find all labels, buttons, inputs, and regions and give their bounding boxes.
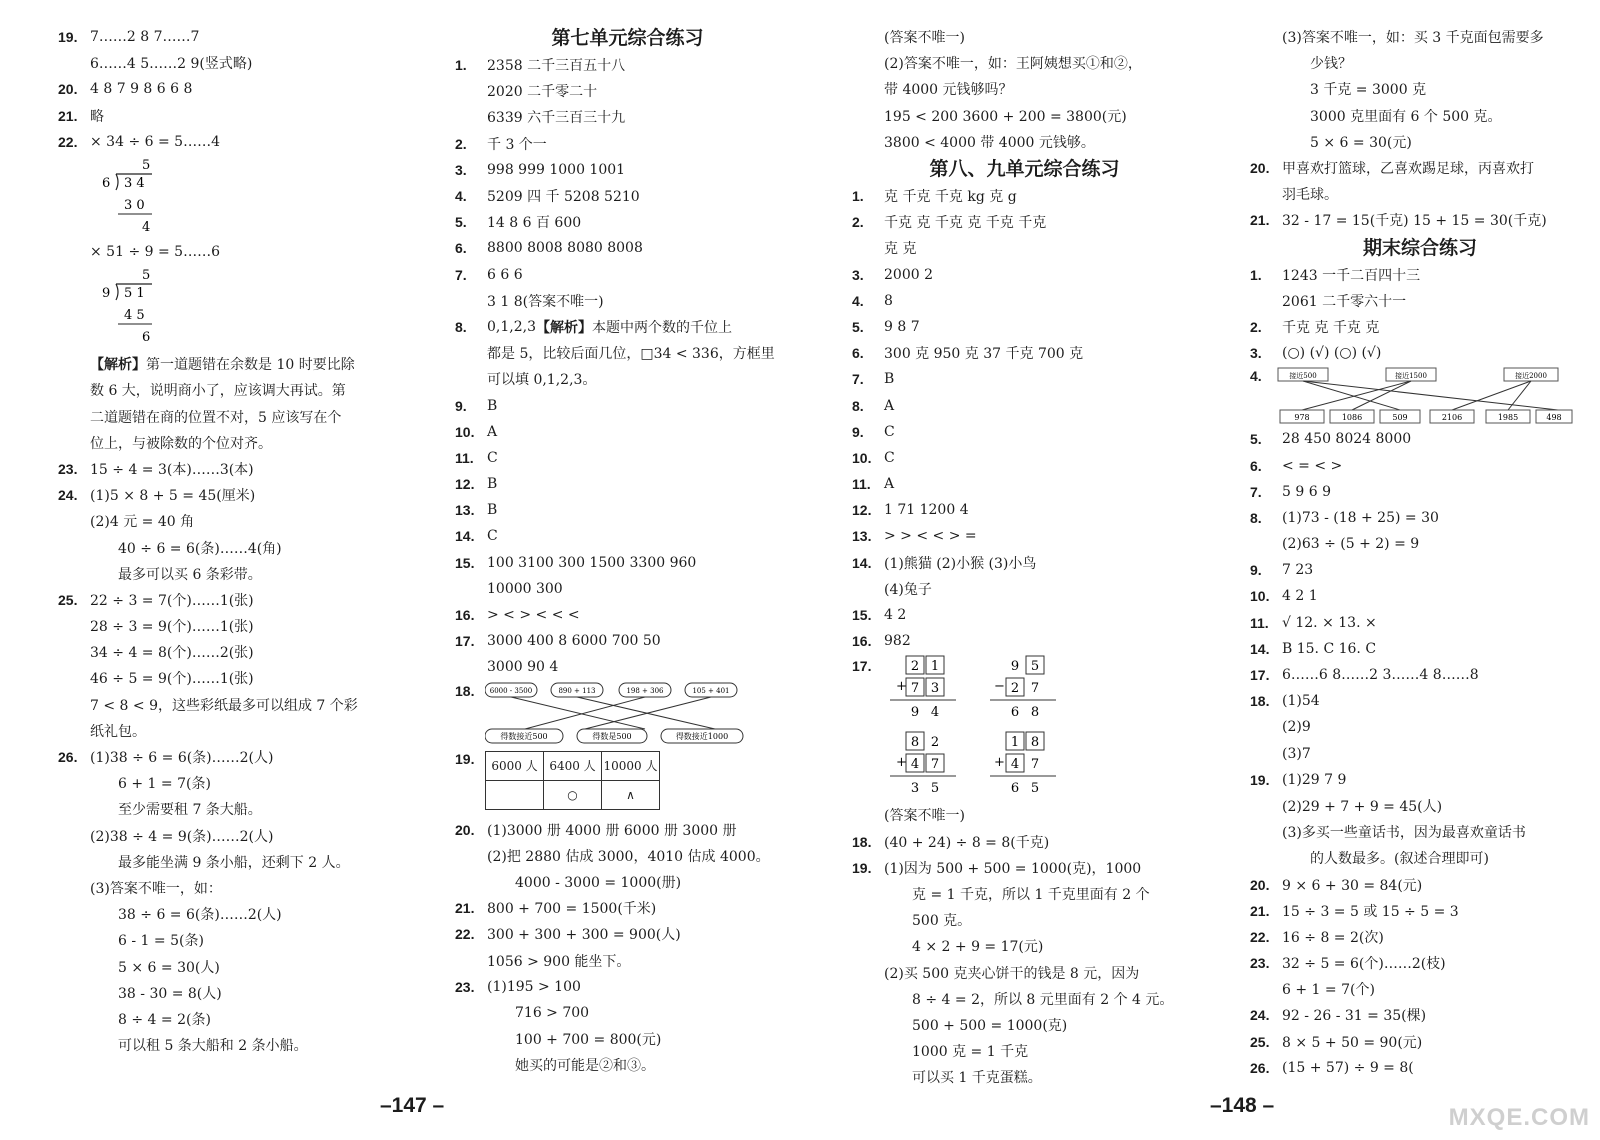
answer-line: 2. 千克 克 千克 克 bbox=[1250, 318, 1380, 336]
answer-line: 5 × 6 = 30(元) bbox=[1310, 134, 1412, 151]
matching-figure-18-svg bbox=[485, 681, 785, 749]
answer-line: 2061 二千零六十一 bbox=[1282, 293, 1407, 310]
match-line bbox=[1352, 381, 1411, 410]
match-label: 1985 bbox=[1497, 413, 1519, 423]
long-division-1 bbox=[58, 155, 403, 239]
answer-line: 28 ÷ 3 = 9(个)……1(张) bbox=[90, 619, 254, 636]
table-cell: 6000 人 bbox=[486, 751, 544, 780]
answer-line: 10. A bbox=[455, 423, 498, 440]
answer-line: 10000 300 bbox=[487, 580, 563, 597]
answer-line: 的人数最多。(叙述合理即可) bbox=[1310, 851, 1489, 868]
answer-line: 8. A bbox=[852, 397, 895, 414]
answer-line: 46 ÷ 5 = 9(个)……1(张) bbox=[90, 671, 254, 688]
answer-line: 4 × 2 + 9 = 17(元) bbox=[912, 939, 1044, 956]
answer-line: 8. (1)73 - (18 + 25) = 30 bbox=[1250, 509, 1439, 526]
answer-line: 【解析】 第一道题错在余数是 10 时要比除 bbox=[90, 357, 355, 374]
answer-line: 6 + 1 = 7(条) bbox=[118, 776, 211, 793]
answer-line: (答案不唯一) bbox=[884, 808, 965, 825]
answer-line: 21. 15 ÷ 3 = 5 或 15 ÷ 5 = 3 bbox=[1250, 902, 1459, 920]
digit: 4 bbox=[930, 705, 940, 721]
answer-line: 17. 3000 400 8 6000 700 50 bbox=[455, 633, 661, 650]
section-heading-unit7: 第七单元综合练习 bbox=[551, 27, 704, 49]
answer-line: 16. > < > < < < bbox=[455, 607, 580, 624]
answer-line: 26. (1)38 ÷ 6 = 6(条)……2(人) bbox=[58, 749, 274, 767]
answer-line: 最多可以买 6 条彩带。 bbox=[118, 566, 262, 583]
answer-line: 24. (1)5 × 8 + 5 = 45(厘米) bbox=[58, 487, 256, 505]
answer-line: 羽毛球。 bbox=[1282, 187, 1338, 204]
answer-line: (2)买 500 克夹心饼干的钱是 8 元，因为 bbox=[884, 965, 1140, 982]
answer-line: 5. 14 8 6 百 600 bbox=[455, 214, 582, 232]
answer-line: 1000 克 = 1 千克 bbox=[912, 1044, 1029, 1061]
answer-line: 20. (1)3000 册 4000 册 6000 册 3000 册 bbox=[455, 821, 737, 839]
answer-line: 3. 2000 2 bbox=[852, 266, 933, 283]
division-product: 3 0 bbox=[124, 197, 145, 213]
answer-line: 位上，与被除数的个位对齐。 bbox=[90, 435, 272, 452]
answer-line: 9. B bbox=[455, 397, 498, 414]
page-number-right: –148 – bbox=[1210, 1094, 1275, 1117]
answer-line: (2)63 ÷ (5 + 2) = 9 bbox=[1282, 536, 1420, 553]
answer-line: 7. 5 9 6 9 bbox=[1250, 483, 1331, 500]
column-3 bbox=[852, 24, 1197, 1090]
table-cell: 10000 人 bbox=[602, 751, 660, 780]
digit: 7 bbox=[930, 757, 940, 773]
answer-line: (3)7 bbox=[1282, 745, 1311, 762]
digit: 7 bbox=[910, 681, 920, 697]
answer-line: 2. 千克 克 千克 克 千克 千克 bbox=[852, 214, 1047, 232]
section-heading-final: 期末综合练习 bbox=[1362, 236, 1477, 259]
table-cell bbox=[486, 780, 544, 809]
answer-line: 100 + 700 = 800(元) bbox=[515, 1032, 662, 1049]
answer-line: 5. 9 8 7 bbox=[852, 318, 920, 335]
answer-line: 4000 - 3000 = 1000(册) bbox=[515, 874, 682, 891]
answer-line: (2)答案不唯一，如：王阿姨想买①和②， bbox=[884, 56, 1142, 73]
answer-line: 18. (40 + 24) ÷ 8 = 8(千克) bbox=[852, 833, 1050, 851]
table-19-grid bbox=[485, 751, 660, 810]
match-label: 得数接近500 bbox=[500, 731, 548, 741]
answer-line: 3000 90 4 bbox=[487, 659, 559, 676]
digit: 6 bbox=[1010, 705, 1020, 721]
answer-line: 克 = 1 千克，所以 1 千克里面有 2 个 bbox=[912, 886, 1150, 903]
digit: 5 bbox=[1030, 659, 1040, 675]
division-quotient: 5 bbox=[142, 157, 151, 173]
answer-line: 可以租 5 条大船和 2 条小船。 bbox=[118, 1038, 308, 1055]
table-cell: 6400 人 bbox=[544, 751, 602, 780]
answer-line: 19. (1)29 7 9 bbox=[1250, 771, 1347, 788]
match-label: 得数是500 bbox=[592, 731, 632, 741]
operator: − bbox=[994, 679, 1005, 695]
answer-line: 6 + 1 = 7(个) bbox=[1282, 982, 1375, 999]
answer-line: 可以买 1 千克蛋糕。 bbox=[912, 1070, 1042, 1087]
answer-line: 3800 < 4000 带 4000 元钱够。 bbox=[884, 134, 1095, 151]
division-remainder: 6 bbox=[142, 330, 151, 346]
match-label: 509 bbox=[1392, 413, 1408, 423]
operator: + bbox=[896, 755, 907, 771]
answer-line: 14. (1)熊猫 (2)小猴 (3)小鸟 bbox=[852, 554, 1037, 572]
column-2 bbox=[455, 24, 800, 1078]
long-division-2 bbox=[58, 265, 403, 351]
answer-line: 20. 甲喜欢打篮球，乙喜欢踢足球，丙喜欢打 bbox=[1250, 160, 1534, 178]
digit: 4 bbox=[1010, 757, 1020, 773]
match-label: 接近1500 bbox=[1395, 372, 1427, 381]
answer-line: (2)把 2880 估成 3000，4010 估成 4000。 bbox=[487, 848, 770, 865]
answer-line: 可以填 0,1,2,3。 bbox=[487, 372, 597, 389]
answer-line: 14. B 15. C 16. C bbox=[1250, 640, 1377, 657]
answer-line: (4)兔子 bbox=[884, 581, 932, 598]
answer-line: 6……4 5……2 9(竖式略) bbox=[90, 56, 253, 73]
digit: 7 bbox=[1030, 757, 1040, 773]
answer-line: 22. 16 ÷ 8 = 2(次) bbox=[1250, 928, 1384, 946]
answer-line: 19. 7……2 8 7……7 bbox=[58, 29, 200, 46]
digit: 4 bbox=[910, 757, 920, 773]
table-cell: ○ bbox=[544, 780, 602, 809]
division-product: 4 5 bbox=[124, 308, 145, 324]
digit: 3 bbox=[910, 781, 920, 797]
answer-line: 8 ÷ 4 = 2，所以 8 元里面有 2 个 4 元。 bbox=[912, 991, 1174, 1008]
answer-line: 8. 0,1,2,3 【解析】 本题中两个数的千位上 bbox=[455, 318, 732, 336]
digit: 7 bbox=[1030, 681, 1040, 697]
column-1 bbox=[58, 24, 403, 1058]
column-4 bbox=[1250, 24, 1590, 1081]
answer-line: 24. 92 - 26 - 31 = 35(棵) bbox=[1250, 1007, 1427, 1025]
answer-line: 20. 9 × 6 + 30 = 84(元) bbox=[1250, 876, 1423, 894]
answer-line: 22. × 34 ÷ 6 = 5……4 bbox=[58, 133, 220, 150]
answer-line: 13. > > < < > = bbox=[852, 528, 977, 545]
answer-line: 13. B bbox=[455, 502, 498, 519]
digit: 2 bbox=[930, 735, 940, 751]
digit: 2 bbox=[910, 659, 920, 675]
answer-line: (2)4 元 = 40 角 bbox=[90, 514, 195, 531]
match-line bbox=[511, 697, 645, 729]
answer-line: 195 < 200 3600 + 200 = 3800(元) bbox=[884, 108, 1127, 125]
answer-line: 17. 6……6 8……2 3……4 8……8 bbox=[1250, 667, 1479, 684]
answer-line: 至少需要租 7 条大船。 bbox=[118, 802, 262, 819]
answer-line: 6339 六千三百三十九 bbox=[487, 110, 626, 127]
answer-line: 23. (1)195 > 100 bbox=[455, 978, 581, 995]
division-remainder: 4 bbox=[142, 219, 151, 235]
answer-line: 3 千克 = 3000 克 bbox=[1310, 82, 1427, 99]
answer-line: (2)29 + 7 + 9 = 45(人) bbox=[1282, 798, 1443, 815]
answer-line: (答案不唯一) bbox=[884, 30, 965, 47]
answer-line: 21. 略 bbox=[58, 107, 104, 125]
division-dividend: 5 1 bbox=[124, 286, 145, 302]
answer-line: 11. C bbox=[455, 449, 498, 466]
digit: 8 bbox=[910, 735, 920, 751]
division-divisor: 6 bbox=[102, 175, 111, 191]
division-dividend: 3 4 bbox=[124, 175, 145, 191]
answer-line: 6. 8800 8008 8080 8008 bbox=[455, 240, 643, 257]
answer-line: 2. 千 3 个一 bbox=[455, 135, 547, 153]
long-division-1-figure bbox=[88, 155, 208, 239]
matching-figure-18: 18. 6000 - 3500 890 + 113 198 + 306 105 + 401 得数接近500 得数是500 得数接近1000 bbox=[455, 681, 800, 749]
answer-line: (2)9 bbox=[1282, 719, 1311, 736]
answer-line: 纸礼包。 bbox=[90, 723, 146, 740]
answer-line: 21. 800 + 700 = 1500(千米) bbox=[455, 900, 657, 918]
answer-line: 7. 6 6 6 bbox=[455, 266, 523, 283]
answer-line: 7 < 8 < 9，这些彩纸最多可以组成 7 个彩 bbox=[90, 697, 358, 714]
answer-line: 9. C bbox=[852, 423, 895, 440]
table-cell: ∧ bbox=[602, 780, 660, 809]
answer-line: 5. 28 450 8024 8000 bbox=[1250, 431, 1412, 448]
answer-line: 21. 32 - 17 = 15(千克) 15 + 15 = 30(千克) bbox=[1250, 212, 1547, 230]
match-label: 890 + 113 bbox=[558, 686, 596, 695]
operator: + bbox=[896, 679, 907, 695]
answer-line: 23. 15 ÷ 4 = 3(本)……3(本) bbox=[58, 460, 254, 478]
answer-line: 都是 5，比较后面几位，□34 < 336，方框里 bbox=[487, 346, 775, 363]
match-label: 498 bbox=[1546, 413, 1562, 423]
answer-line: 716 > 700 bbox=[515, 1004, 590, 1021]
match-label: 得数接近1000 bbox=[675, 731, 729, 741]
answer-line: 7. B bbox=[852, 371, 895, 388]
match-label: 105 + 401 bbox=[692, 686, 730, 695]
answer-line: 40 ÷ 6 = 6(条)……4(角) bbox=[118, 540, 282, 557]
answer-line: 12. 1 71 1200 4 bbox=[852, 502, 969, 519]
answer-line: 38 ÷ 6 = 6(条)……2(人) bbox=[118, 907, 282, 924]
digit: 9 bbox=[910, 705, 920, 721]
answer-line: 16. 982 bbox=[852, 633, 911, 650]
answer-line: (3)答案不唯一，如：买 3 千克面包需要多 bbox=[1282, 30, 1544, 47]
answer-line: 克 克 bbox=[884, 241, 917, 258]
match-label: 978 bbox=[1294, 413, 1310, 423]
matching-figure-4: 4. 接近500 接近1500 接近2000 978 1086 509 2106 1985 498 bbox=[1250, 366, 1590, 426]
answer-line: (3)答案不唯一，如： bbox=[90, 880, 222, 897]
answer-line: 25. 8 × 5 + 50 = 90(元) bbox=[1250, 1033, 1423, 1051]
section-heading-unit8-9: 第八、九单元综合练习 bbox=[929, 157, 1120, 180]
answer-line: 15. 4 2 bbox=[852, 607, 907, 624]
answer-line: 1. 1243 一千二百四十三 bbox=[1250, 266, 1421, 284]
answer-line: 19. (1)因为 500 + 500 = 1000(克)，1000 bbox=[852, 859, 1142, 877]
answer-line: 23. 32 ÷ 5 = 6(个)……2(枝) bbox=[1250, 955, 1446, 973]
answer-line: 5 × 6 = 30(人) bbox=[118, 959, 220, 976]
answer-line: 3. 998 999 1000 1001 bbox=[455, 161, 626, 178]
operator: + bbox=[994, 755, 1005, 771]
digit-puzzles-17-svg bbox=[886, 654, 1106, 802]
answer-line: 10. 4 2 1 bbox=[1250, 588, 1318, 605]
answer-line: 3000 克里面有 6 个 500 克。 bbox=[1310, 108, 1502, 125]
answer-line: 18. (1)54 bbox=[1250, 693, 1320, 710]
answer-line: 15. 100 3100 300 1500 3300 960 bbox=[455, 554, 697, 571]
matching-figure-4-svg bbox=[1268, 366, 1574, 426]
match-label: 1086 bbox=[1341, 413, 1363, 423]
digit: 1 bbox=[1010, 735, 1020, 751]
answer-line: 带 4000 元钱够吗？ bbox=[884, 82, 1013, 99]
watermark-logo: MXQE.COM bbox=[1448, 1104, 1590, 1131]
match-label: 接近500 bbox=[1289, 372, 1317, 381]
answer-line: 10. C bbox=[852, 449, 895, 466]
table-19: 19. 6000 人 6400 人 10000 人 ○ ∧ bbox=[455, 749, 800, 817]
digit: 6 bbox=[1010, 781, 1020, 797]
match-label: 6000 - 3500 bbox=[489, 686, 533, 695]
page-number-left: –147 – bbox=[380, 1094, 445, 1117]
long-division-2-figure bbox=[88, 265, 208, 351]
answer-line: 4. 8 bbox=[852, 292, 893, 309]
digit: 9 bbox=[1010, 659, 1020, 675]
digit: 3 bbox=[930, 681, 940, 697]
answer-line: 6. 300 克 950 克 37 千克 700 克 bbox=[852, 345, 1084, 363]
answer-line: 8 ÷ 4 = 2(条) bbox=[118, 1011, 211, 1028]
answer-line: 38 - 30 = 8(人) bbox=[118, 985, 222, 1002]
answer-line: 2020 二千零二十 bbox=[487, 84, 598, 101]
match-label: 2106 bbox=[1441, 413, 1463, 423]
answer-line: 6 - 1 = 5(条) bbox=[118, 933, 204, 950]
answer-line: 12. B bbox=[455, 476, 498, 493]
answer-line: 500 + 500 = 1000(克) bbox=[912, 1017, 1068, 1034]
answer-line: 她买的可能是②和③。 bbox=[515, 1058, 655, 1075]
division-divisor: 9 bbox=[102, 286, 111, 302]
answer-line: 20. 4 8 7 9 8 6 6 8 bbox=[58, 81, 193, 98]
answer-line: 11. √ 12. × 13. × bbox=[1250, 614, 1377, 631]
digit: 5 bbox=[1030, 781, 1040, 797]
digit: 2 bbox=[1010, 681, 1020, 697]
answer-line: 数 6 大，说明商小了，应该调大再试。第 bbox=[90, 383, 346, 400]
answer-line: 9. 7 23 bbox=[1250, 562, 1314, 579]
match-label: 接近2000 bbox=[1515, 372, 1547, 381]
digit: 8 bbox=[1030, 705, 1040, 721]
answer-line: 11. A bbox=[852, 476, 895, 493]
answer-line: 6. < = < > bbox=[1250, 457, 1343, 474]
digit: 1 bbox=[930, 659, 940, 675]
answer-line: 22. 300 + 300 + 300 = 900(人) bbox=[455, 926, 681, 944]
answer-line: 26. (15 + 57) ÷ 9 = 8( bbox=[1250, 1059, 1414, 1076]
answer-line: 4. 5209 四 千 5208 5210 bbox=[455, 188, 640, 206]
digit: 5 bbox=[930, 781, 940, 797]
answer-line: × 51 ÷ 9 = 5……6 bbox=[90, 244, 220, 261]
answer-line: 3 1 8(答案不唯一) bbox=[487, 293, 604, 310]
answer-line: 500 克。 bbox=[912, 913, 972, 930]
answer-line: 少钱？ bbox=[1310, 56, 1352, 73]
answer-line: 1. 2358 二千三百五十八 bbox=[455, 57, 626, 75]
answer-line: (2)38 ÷ 4 = 9(条)……2(人) bbox=[90, 828, 274, 845]
match-label: 198 + 306 bbox=[626, 686, 664, 695]
answer-line: (3)多买一些童话书，因为最喜欢童话书 bbox=[1282, 825, 1526, 842]
division-quotient: 5 bbox=[142, 268, 151, 284]
answer-line: 1. 克 千克 千克 kg 克 g bbox=[852, 188, 1017, 206]
digit: 8 bbox=[1030, 735, 1040, 751]
answer-line: 最多能坐满 9 条小船，还剩下 2 人。 bbox=[118, 854, 350, 871]
answer-line: 3. (○) (√) (○) (√) bbox=[1250, 345, 1382, 362]
answer-line: 25. 22 ÷ 3 = 7(个)……1(张) bbox=[58, 591, 254, 609]
answer-line: 二道题错在商的位置不对，5 应该写在个 bbox=[90, 409, 342, 426]
answer-line: 1056 > 900 能坐下。 bbox=[487, 953, 631, 970]
answer-line: 14. C bbox=[455, 528, 498, 545]
digit-puzzles-17: 17. 2 1 + 7 3 9 4 9 5 − 2 7 6 8 8 2 + 4 7 3 5 1 8 + 4 7 6 5 bbox=[852, 654, 1197, 802]
answer-line: 34 ÷ 4 = 8(个)……2(张) bbox=[90, 645, 254, 662]
